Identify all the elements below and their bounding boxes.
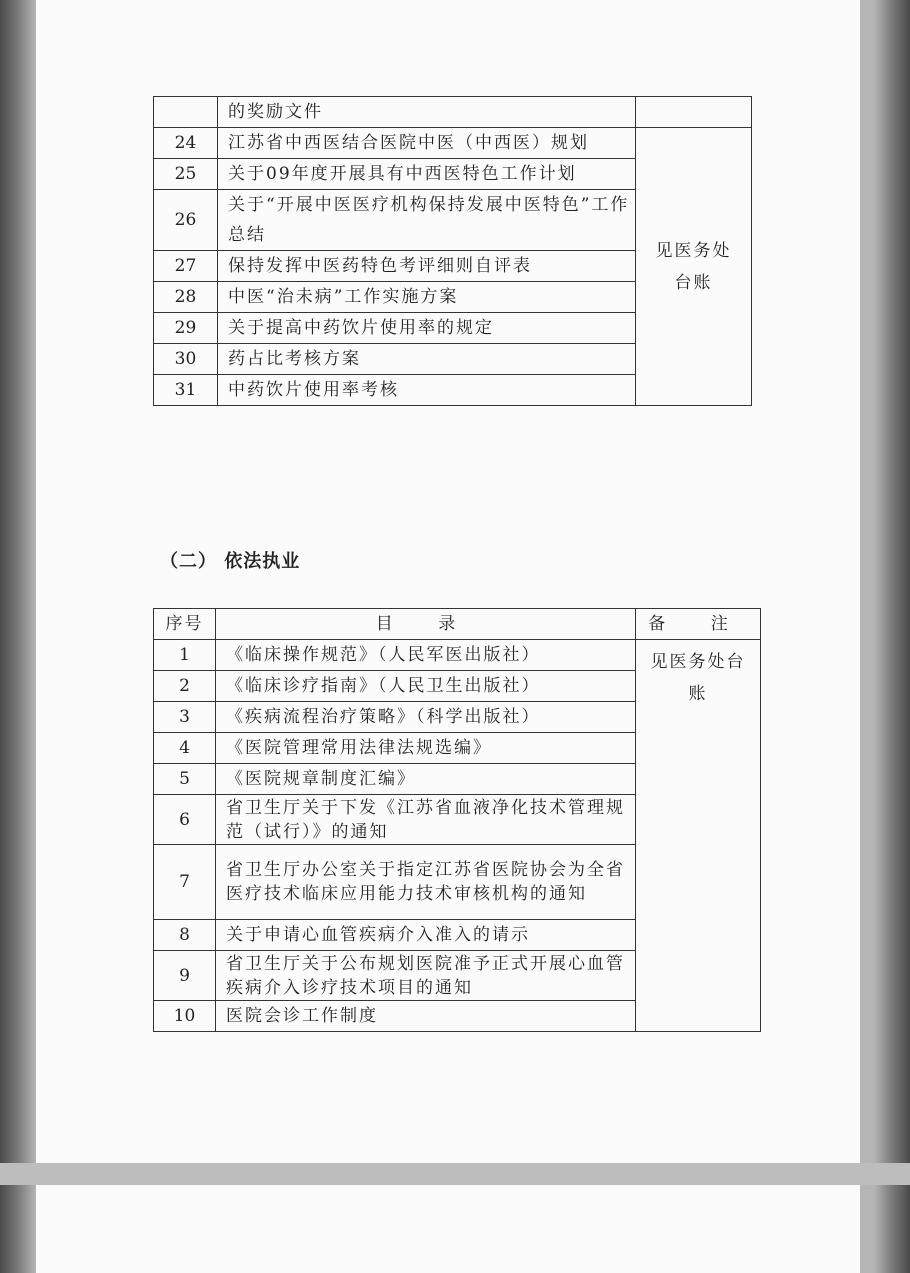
row-text: 药占比考核方案 <box>218 344 636 375</box>
row-number: 29 <box>154 313 218 344</box>
row-number: 9 <box>154 951 216 1001</box>
row-number: 30 <box>154 344 218 375</box>
row-text: 的奖励文件 <box>218 97 636 128</box>
row-number: 31 <box>154 375 218 406</box>
row-text: 保持发挥中医药特色考评细则自评表 <box>218 251 636 282</box>
row-text: 医院会诊工作制度 <box>216 1001 636 1032</box>
row-text: 《医院管理常用法律法规选编》 <box>216 733 636 764</box>
row-text: 《医院规章制度汇编》 <box>216 764 636 795</box>
section-heading: （二） 依法执业 <box>160 551 301 572</box>
row-number: 28 <box>154 282 218 313</box>
remark-cell: 见医务处台账 <box>636 128 752 406</box>
row-number: 26 <box>154 190 218 251</box>
row-text: 江苏省中西医结合医院中医（中西医）规划 <box>218 128 636 159</box>
table-header-row <box>154 609 761 640</box>
row-number: 24 <box>154 128 218 159</box>
row-number: 5 <box>154 764 216 795</box>
table-row <box>154 640 761 671</box>
row-text: 中医“治未病”工作实施方案 <box>218 282 636 313</box>
row-number: 6 <box>154 795 216 845</box>
document-page-next <box>36 1185 860 1273</box>
row-number: 7 <box>154 845 216 920</box>
row-text: 省卫生厅关于下发《江苏省血液净化技术管理规范（试行）》的通知 <box>216 795 636 845</box>
row-text: 省卫生厅办公室关于指定江苏省医院协会为全省医疗技术临床应用能力技术审核机构的通知 <box>216 845 636 920</box>
row-text: 《疾病流程治疗策略》（科学出版社） <box>216 702 636 733</box>
row-number: 2 <box>154 671 216 702</box>
header-catalog: 目 录 <box>216 609 636 640</box>
row-text: 关于申请心血管疾病介入准入的请示 <box>216 920 636 951</box>
header-number: 序号 <box>154 609 216 640</box>
document-table-1 <box>153 96 752 406</box>
row-text: 《临床操作规范》（人民军医出版社） <box>216 640 636 671</box>
header-remark: 备 注 <box>636 609 761 640</box>
row-text: 中药饮片使用率考核 <box>218 375 636 406</box>
row-text: 关于提高中药饮片使用率的规定 <box>218 313 636 344</box>
table-row <box>154 128 752 159</box>
row-number: 10 <box>154 1001 216 1032</box>
document-table-2 <box>153 608 761 1032</box>
row-number: 4 <box>154 733 216 764</box>
row-number: 25 <box>154 159 218 190</box>
row-number: 3 <box>154 702 216 733</box>
row-text: 关于“开展中医医疗机构保持发展中医特色”工作总结 <box>218 190 636 251</box>
row-number <box>154 97 218 128</box>
table-row <box>154 97 752 128</box>
row-note <box>636 97 752 128</box>
row-text: 关于09年度开展具有中西医特色工作计划 <box>218 159 636 190</box>
row-number: 27 <box>154 251 218 282</box>
row-text: 《临床诊疗指南》（人民卫生出版社） <box>216 671 636 702</box>
remark-cell: 见医务处台账 <box>636 640 761 1032</box>
page-gutter <box>0 1163 910 1185</box>
row-number: 8 <box>154 920 216 951</box>
row-text: 省卫生厅关于公布规划医院准予正式开展心血管疾病介入诊疗技术项目的通知 <box>216 951 636 1001</box>
row-number: 1 <box>154 640 216 671</box>
